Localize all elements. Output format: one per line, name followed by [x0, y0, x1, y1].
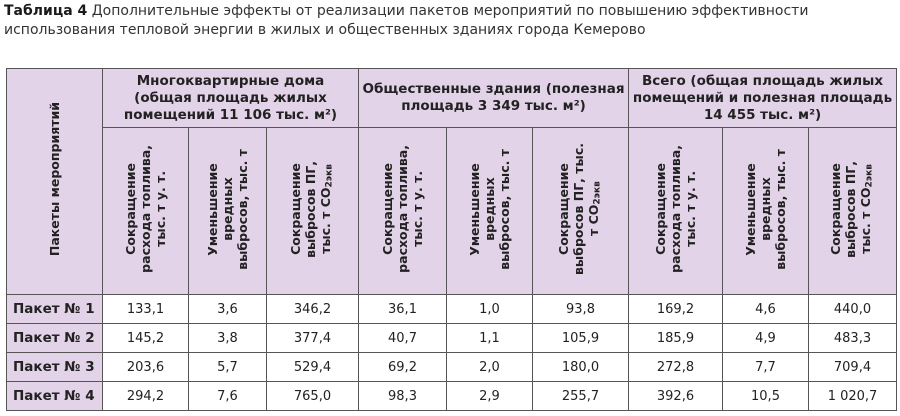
- table-cell: 3,8: [189, 324, 267, 353]
- group-header-line: помещений 11 106 тыс. м²): [123, 106, 338, 123]
- table-row: [7, 382, 897, 411]
- column-header-line: Сокращение: [827, 163, 843, 255]
- row-label: Пакет № 2: [7, 324, 103, 353]
- row-header-cell: [7, 69, 103, 295]
- column-header-line: расхода топлива,: [138, 145, 153, 273]
- column-header-line: вредных: [220, 177, 235, 241]
- caption-label: Таблица 4: [4, 3, 88, 19]
- effects-table: [6, 68, 897, 411]
- table-cell: 40,7: [359, 324, 447, 353]
- column-header: [809, 128, 897, 295]
- column-header-text: [828, 161, 878, 258]
- table-cell: 1,0: [447, 295, 533, 324]
- table-caption: [4, 2, 896, 40]
- column-header: [629, 128, 723, 295]
- caption-text: Дополнительные эффекты от реализации пакетов мероприятий по повышению эффективности использования тепловой энергии в жилых и общественных зданиях города Кемерово: [4, 3, 809, 38]
- table-cell: 133,1: [103, 295, 189, 324]
- column-header: [723, 128, 809, 295]
- column-header-line: выбросов, тыс. т: [235, 148, 250, 270]
- table-cell: 440,0: [809, 295, 897, 324]
- column-header: [533, 128, 629, 295]
- column-header-line: расхода топлива,: [668, 145, 683, 273]
- group-header-line: 14 455 тыс. м²): [703, 106, 822, 123]
- table-cell: 185,9: [629, 324, 723, 353]
- table-cell: 529,4: [267, 353, 359, 382]
- table-row: [7, 324, 897, 353]
- table-cell: 69,2: [359, 353, 447, 382]
- table-cell: 203,6: [103, 353, 189, 382]
- table-cell: 2,9: [447, 382, 533, 411]
- column-header-subscript: 2экв: [864, 164, 875, 188]
- row-label: Пакет № 3: [7, 353, 103, 382]
- column-header-line: вредных: [482, 177, 497, 241]
- column-header-line: выбросов, тыс. т: [497, 148, 512, 270]
- group-header-line: площадь 3 349 тыс. м²): [401, 98, 586, 114]
- column-header-subscript: 2экв: [324, 164, 335, 188]
- group-header-line: Всего (общая площадь жилых: [641, 72, 884, 89]
- table-cell: 346,2: [267, 295, 359, 324]
- column-header-line: выбросов ПГ,: [302, 160, 318, 258]
- table-cell: 105,9: [533, 324, 629, 353]
- group-header-line: Многоквартирные дома: [136, 72, 325, 89]
- column-header-line: Сокращение: [287, 163, 303, 255]
- column-header-text: [743, 149, 788, 270]
- table-row: [7, 353, 897, 382]
- table-cell: 294,2: [103, 382, 189, 411]
- row-header-text: Пакеты мероприятий: [47, 102, 62, 257]
- column-header-text: [123, 145, 168, 273]
- table-cell: 4,9: [723, 324, 809, 353]
- column-header-text: [467, 149, 512, 270]
- column-header: [189, 128, 267, 295]
- table-cell: 255,7: [533, 382, 629, 411]
- column-header-line: вредных: [758, 177, 773, 241]
- column-header-line: тыс. т у. т.: [410, 171, 425, 247]
- column-header-line: Сокращение: [653, 163, 668, 255]
- table-cell: 180,0: [533, 353, 629, 382]
- column-header-line: выбросов ПГ, тыс.: [570, 143, 586, 275]
- row-label: Пакет № 4: [7, 382, 103, 411]
- table-cell: 169,2: [629, 295, 723, 324]
- column-header-line: выбросов ПГ,: [842, 160, 858, 258]
- table-cell: 7,7: [723, 353, 809, 382]
- table-cell: 93,8: [533, 295, 629, 324]
- column-header-line: Сокращение: [555, 163, 571, 255]
- table-row: [7, 295, 897, 324]
- row-label: Пакет № 1: [7, 295, 103, 324]
- group-header-line: Общественные здания (полезная: [362, 81, 625, 97]
- column-header-line: тыс. т CO: [317, 187, 333, 254]
- column-header: [359, 128, 447, 295]
- table-cell: 1,1: [447, 324, 533, 353]
- column-header-text: [288, 161, 338, 258]
- group-header-total: [629, 69, 897, 128]
- table-cell: 10,5: [723, 382, 809, 411]
- column-header-line: Сокращение: [123, 163, 138, 255]
- column-header-line: тыс. т CO: [857, 187, 873, 254]
- table-cell: 4,6: [723, 295, 809, 324]
- table-cell: 709,4: [809, 353, 897, 382]
- column-header-line: расхода топлива,: [395, 145, 410, 273]
- table-cell: 1 020,7: [809, 382, 897, 411]
- table-cell: 483,3: [809, 324, 897, 353]
- column-header-line: тыс. т у. т.: [153, 171, 168, 247]
- group-header-line: (общая площадь жилых: [134, 89, 327, 106]
- column-header-text: [205, 149, 250, 270]
- table-cell: 98,3: [359, 382, 447, 411]
- table-cell: 392,6: [629, 382, 723, 411]
- column-header: [447, 128, 533, 295]
- table-cell: 2,0: [447, 353, 533, 382]
- table-cell: 272,8: [629, 353, 723, 382]
- column-header: [103, 128, 189, 295]
- column-header-line: тыс. т у. т.: [683, 171, 698, 247]
- table-cell: 765,0: [267, 382, 359, 411]
- group-header-line: помещений и полезная площадь: [632, 89, 893, 106]
- column-header-text: [653, 145, 698, 273]
- column-header-subscript: 2экв: [592, 181, 603, 205]
- column-header-line: Сокращение: [380, 163, 395, 255]
- table-cell: 36,1: [359, 295, 447, 324]
- column-header-line: Уменьшение: [743, 162, 758, 256]
- table-cell: 145,2: [103, 324, 189, 353]
- column-header-line: Уменьшение: [467, 162, 482, 256]
- column-header-line: т CO: [585, 205, 601, 237]
- column-header-line: Уменьшение: [205, 162, 220, 256]
- table-cell: 377,4: [267, 324, 359, 353]
- column-header-line: выбросов, тыс. т: [773, 148, 788, 270]
- group-header-public-buildings: [359, 69, 629, 128]
- column-header-text: [556, 143, 606, 275]
- table-cell: 5,7: [189, 353, 267, 382]
- group-header-apartments: [103, 69, 359, 128]
- table-cell: 7,6: [189, 382, 267, 411]
- column-header: [267, 128, 359, 295]
- column-header-text: [380, 145, 425, 273]
- table-cell: 3,6: [189, 295, 267, 324]
